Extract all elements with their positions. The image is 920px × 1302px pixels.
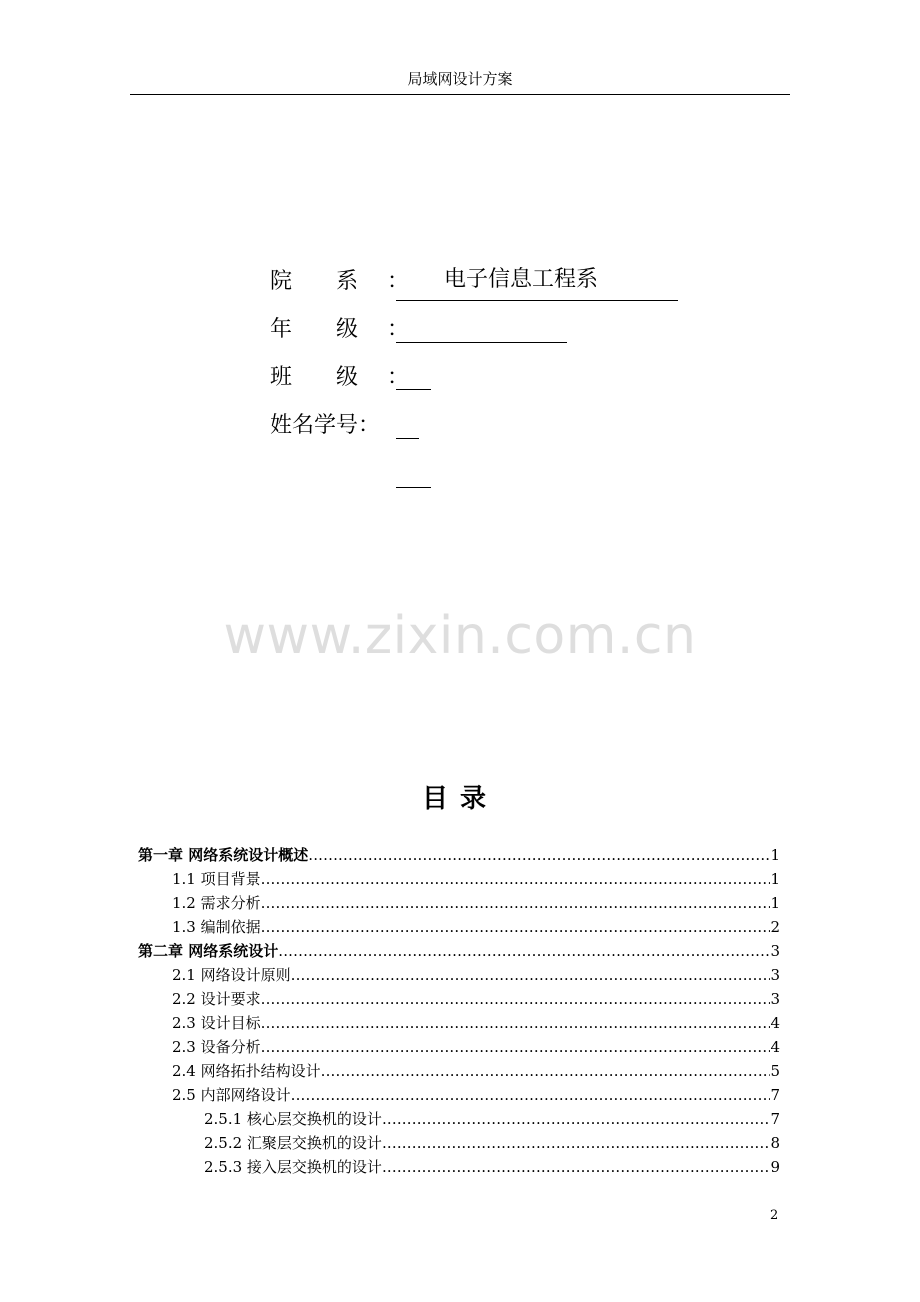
toc-entry-title: 2.5.2 汇聚层交换机的设计 bbox=[204, 1134, 382, 1152]
toc-entry-page: 7 bbox=[770, 1110, 780, 1128]
toc-leader-dots bbox=[261, 915, 771, 939]
toc-entry-page: 1 bbox=[770, 870, 780, 888]
toc-leader-dots bbox=[261, 987, 771, 1011]
toc-entry-page: 4 bbox=[770, 1014, 780, 1032]
toc-leader-dots bbox=[382, 1107, 771, 1131]
page-header bbox=[130, 66, 790, 95]
toc-entry[interactable] bbox=[138, 939, 780, 963]
class-label: 班 级 bbox=[270, 365, 359, 390]
toc-entry-page: 7 bbox=[770, 1086, 780, 1104]
toc-entry[interactable] bbox=[138, 1155, 780, 1179]
toc-entry-title: 2.3 设计目标 bbox=[172, 1014, 261, 1032]
toc-entry[interactable] bbox=[138, 1083, 780, 1107]
toc-entry-title: 2.5 内部网络设计 bbox=[172, 1086, 291, 1104]
toc-leader-dots bbox=[261, 1011, 771, 1035]
toc-entry[interactable] bbox=[138, 1131, 780, 1155]
toc-entry-page: 1 bbox=[770, 846, 780, 864]
toc-entry-page: 3 bbox=[770, 966, 780, 984]
department-label: 院 系 bbox=[270, 269, 359, 294]
toc-leader-dots bbox=[278, 939, 770, 963]
toc-leader-dots bbox=[261, 867, 771, 891]
toc-leader-dots bbox=[308, 843, 770, 867]
page-number: 2 bbox=[770, 1208, 779, 1223]
toc-leader-dots bbox=[291, 1083, 771, 1107]
name-id-label: 姓名学号 bbox=[270, 413, 359, 438]
grade-label: 年 级 bbox=[270, 317, 359, 342]
toc-entry[interactable] bbox=[138, 915, 780, 939]
toc-entry[interactable] bbox=[138, 891, 780, 915]
toc-entry-title: 2.1 网络设计原则 bbox=[172, 966, 291, 984]
toc-leader-dots bbox=[382, 1155, 771, 1179]
watermark: www.zixin.com.cn bbox=[223, 606, 697, 666]
department-row: 院 系 ： bbox=[270, 264, 397, 300]
class-row: 班 级 ： bbox=[270, 360, 397, 396]
toc-entry-title: 2.4 网络拓扑结构设计 bbox=[172, 1062, 321, 1080]
department-value: 电子信息工程系 bbox=[444, 267, 599, 292]
toc-entry-title: 第一章 网络系统设计概述 bbox=[138, 846, 309, 864]
name-id-field-line2 bbox=[396, 451, 431, 488]
toc-entry[interactable] bbox=[138, 1059, 780, 1083]
toc-leader-dots bbox=[321, 1059, 771, 1083]
toc-entry-page: 9 bbox=[770, 1158, 780, 1176]
toc-entry-page: 3 bbox=[770, 942, 780, 960]
toc-entry-title: 2.2 设计要求 bbox=[172, 990, 261, 1008]
toc-leader-dots bbox=[291, 963, 771, 987]
toc-leader-dots bbox=[261, 1035, 771, 1059]
toc-entry-page: 5 bbox=[770, 1062, 780, 1080]
toc-entry-page: 8 bbox=[770, 1134, 780, 1152]
toc-entry-page: 2 bbox=[770, 918, 780, 936]
department-field bbox=[396, 264, 678, 301]
toc-entry[interactable] bbox=[138, 1035, 780, 1059]
toc-entry[interactable] bbox=[138, 1107, 780, 1131]
toc-entry-title: 1.1 项目背景 bbox=[172, 870, 261, 888]
toc-leader-dots bbox=[261, 891, 771, 915]
grade-field bbox=[396, 306, 567, 343]
toc-entry-page: 4 bbox=[770, 1038, 780, 1056]
toc-entry-page: 1 bbox=[770, 894, 780, 912]
class-field bbox=[396, 353, 431, 390]
toc-entry-title: 1.3 编制依据 bbox=[172, 918, 261, 936]
table-of-contents bbox=[138, 843, 780, 1179]
toc-entry[interactable] bbox=[138, 963, 780, 987]
toc-entry-title: 第二章 网络系统设计 bbox=[138, 942, 279, 960]
toc-title: 目录 bbox=[421, 784, 498, 814]
toc-entry[interactable] bbox=[138, 1011, 780, 1035]
toc-entry[interactable] bbox=[138, 843, 780, 867]
name-id-row: 姓名学号： bbox=[270, 408, 368, 444]
toc-entry[interactable] bbox=[138, 987, 780, 1011]
name-id-field bbox=[396, 402, 419, 439]
toc-entry-title: 1.2 需求分析 bbox=[172, 894, 261, 912]
toc-entry-title: 2.5.3 接入层交换机的设计 bbox=[204, 1158, 382, 1176]
header-title: 局域网设计方案 bbox=[407, 70, 513, 88]
toc-leader-dots bbox=[382, 1131, 771, 1155]
toc-entry-title: 2.3 设备分析 bbox=[172, 1038, 261, 1056]
toc-entry-page: 3 bbox=[770, 990, 780, 1008]
grade-row: 年 级 ： bbox=[270, 312, 397, 348]
toc-entry-title: 2.5.1 核心层交换机的设计 bbox=[204, 1110, 382, 1128]
toc-entry[interactable] bbox=[138, 867, 780, 891]
